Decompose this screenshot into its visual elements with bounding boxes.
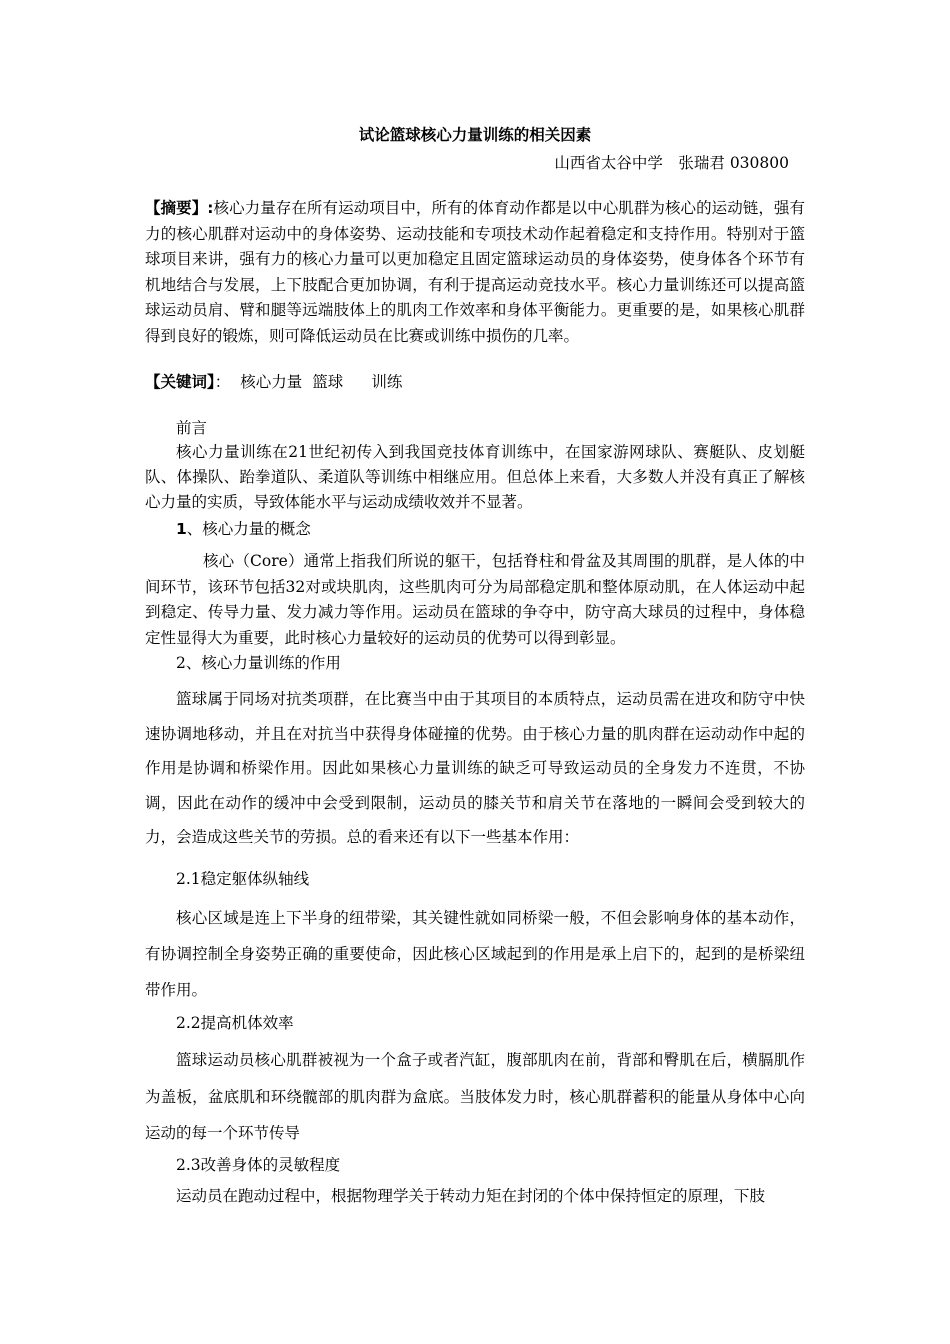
keyword-item: 篮球 [312, 373, 344, 391]
preface-heading: 前言 [176, 419, 208, 437]
section-2-2-heading: 2.2提高机体效率 [176, 1014, 294, 1032]
abstract-text: 核心力量存在所有运动项目中，所有的体育动作都是以中心肌群为核心的运动链，强有力的核心肌群对运动中的身体姿势、运动技能和专项技术动作起着稳定和支持作用。特别对于篮球项目来讲，强有力的核心力量可以更加稳定且固定篮球运动员的身体姿势，使身体各个环节有机地结合与发展，上下肢配合更加协调，有利于提高运动竞技水平。核心力量训练还可以提高篮球运动员肩、臂和腿等远端肢体上的肌肉工作效率和身体平衡能力。更重要的是，如果核心肌群得到良好的锻炼，则可降低运动员在比赛或训练中损伤的几率。 [145, 199, 805, 345]
section-1-paragraph: 核心（Core）通常上指我们所说的躯干，包括脊柱和骨盆及其周围的肌群，是人体的中间环节，该环节包括32对或块肌肉，这些肌肉可分为局部稳定肌和整体原动肌，在人体运动中起到稳定、传导力量、发力减力等作用。运动员在篮球的争夺中，防守高大球员的过程中，身体稳定性显得大为重要，此时核心力量较好的运动员的优势可以得到彰显。 [145, 552, 805, 647]
section-2-2-paragraph: 篮球运动员核心肌群被视为一个盒子或者汽缸，腹部肌肉在前，背部和臀肌在后，横膈肌作为盖板，盆底肌和环绕髋部的肌肉群为盒底。当肢体发力时，核心肌群蓄积的能量从身体中心向运动的每一个环节传导 [145, 1051, 805, 1142]
document-title: 试论篮球核心力量训练的相关因素 [358, 126, 592, 144]
section-2-1-heading: 2.1稳定躯体纵轴线 [176, 870, 310, 888]
section-1-title: 、核心力量的概念 [186, 520, 311, 538]
section-1-number: 1 [176, 520, 187, 538]
abstract-label: 【摘要】: [145, 199, 214, 217]
keywords-label: 【关键词】 [145, 373, 215, 391]
preface-paragraph: 核心力量训练在21世纪初传入到我国竞技体育训练中，在国家游网球队、赛艇队、皮划艇队、体操队、跆拳道队、柔道队等训练中相继应用。但总体上来看，大多数人并没有真正了解核心力量的实质，导致体能水平与运动成绩收效并不显著。 [145, 443, 805, 511]
keywords-line [145, 370, 402, 392]
section-2-3-heading: 2.3改善身体的灵敏程度 [176, 1156, 341, 1174]
section-1-heading [176, 517, 311, 539]
section-2-1-paragraph: 核心区域是连上下半身的纽带梁，其关键性就如同桥梁一般，不但会影响身体的基本动作，有协调控制全身姿势正确的重要使命，因此核心区域起到的作用是承上启下的，起到的是桥梁纽带作用。 [145, 909, 805, 999]
keywords-separator: ： [214, 373, 231, 391]
abstract-paragraph [145, 196, 805, 349]
section-2-paragraph: 篮球属于同场对抗类项群，在比赛当中由于其项目的本质特点，运动员需在进攻和防守中快速协调地移动，并且在对抗当中获得身体碰撞的优势。由于核心力量的肌肉群在运动动作中起的作用是协调和桥梁作用。因此如果核心力量训练的缺乏可导致运动员的全身发力不连贯，不协调，因此在动作的缓冲中会受到限制，运动员的膝关节和肩关节在落地的一瞬间会受到较大的力，会造成这些关节的劳损。总的看来还有以下一些基本作用： [145, 690, 805, 846]
author-byline: 山西省太谷中学 张瑞君 030800 [554, 154, 789, 172]
keyword-item: 训练 [371, 373, 403, 391]
keyword-item: 核心力量 [240, 373, 303, 391]
section-2-3-paragraph: 运动员在跑动过程中，根据物理学关于转动力矩在封闭的个体中保持恒定的原理，下肢 [176, 1187, 766, 1205]
section-2-heading: 2、核心力量训练的作用 [176, 654, 341, 672]
